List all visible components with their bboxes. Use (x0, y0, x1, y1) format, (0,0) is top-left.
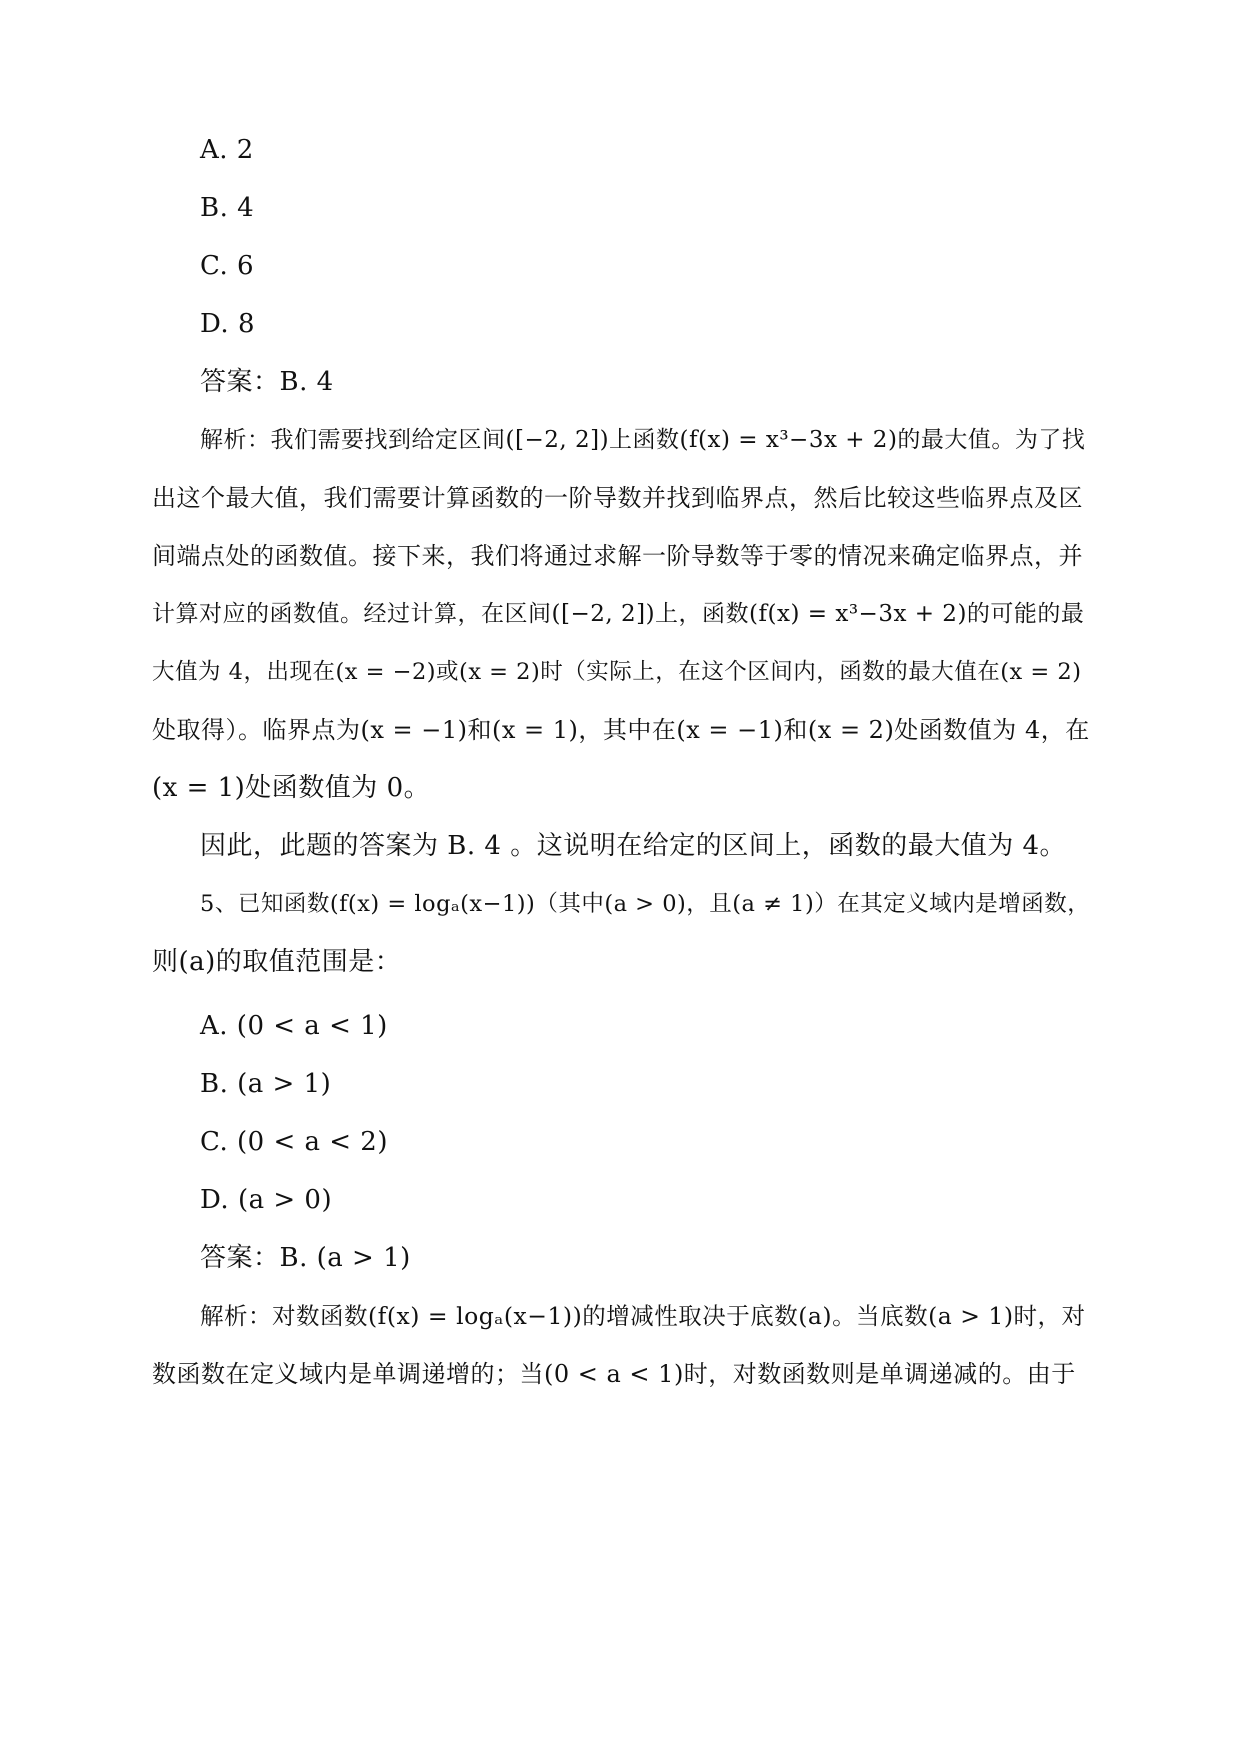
option-a-line: A. 2 (200, 135, 254, 165)
answer-line: 答案：B. 4 (200, 367, 334, 397)
option-b-line: B. (a > 1) (200, 1069, 332, 1099)
question-5-line: 则(a)的取值范围是： (152, 947, 402, 977)
analysis-paragraph-line: 数函数在定义域内是单调递增的；当(0 < a < 1)时，对数函数则是单调递减的。由于 (152, 1360, 1076, 1388)
option-a-line: A. (0 < a < 1) (200, 1011, 388, 1041)
analysis-paragraph-line: 大值为 4，出现在(x = −2)或(x = 2)时（实际上，在这个区间内，函数的最大值在(x = 2) (152, 659, 1082, 685)
analysis-paragraph-line: (x = 1)处函数值为 0。 (152, 773, 431, 803)
option-b-line: B. 4 (200, 193, 255, 223)
option-c-line: C. (0 < a < 2) (200, 1127, 388, 1157)
question-5-line: 5、已知函数(f(x) = logₐ(x−1))（其中(a > 0)，且(a ≠ 1)）在其定义域内是增函数， (200, 891, 1091, 917)
option-d-line: D. (a > 0) (200, 1185, 333, 1215)
analysis-paragraph-line: 处取得）。临界点为(x = −1)和(x = 1)，其中在(x = −1)和(x = 2)处函数值为 4，在 (152, 716, 1090, 744)
answer-line: 答案：B. (a > 1) (200, 1243, 411, 1273)
analysis-paragraph-line: 计算对应的函数值。经过计算，在区间([−2, 2])上，函数(f(x) = x³−3x + 2)的可能的最 (152, 601, 1085, 627)
conclusion-line: 因此，此题的答案为 B. 4 。这说明在给定的区间上，函数的最大值为 4。 (200, 831, 1067, 861)
option-c-line: C. 6 (200, 251, 255, 281)
analysis-paragraph-line: 出这个最大值，我们需要计算函数的一阶导数并找到临界点，然后比较这些临界点及区 (152, 484, 1083, 512)
analysis-paragraph-line: 解析：对数函数(f(x) = logₐ(x−1))的增减性取决于底数(a)。当底数(a > 1)时，对 (200, 1302, 1086, 1330)
analysis-paragraph-line: 间端点处的函数值。接下来，我们将通过求解一阶导数等于零的情况来确定临界点，并 (152, 542, 1083, 570)
option-d-line: D. 8 (200, 309, 255, 339)
analysis-paragraph-line: 解析：我们需要找到给定区间([−2, 2])上函数(f(x) = x³−3x + 2)的最大值。为了找 (200, 427, 1086, 453)
